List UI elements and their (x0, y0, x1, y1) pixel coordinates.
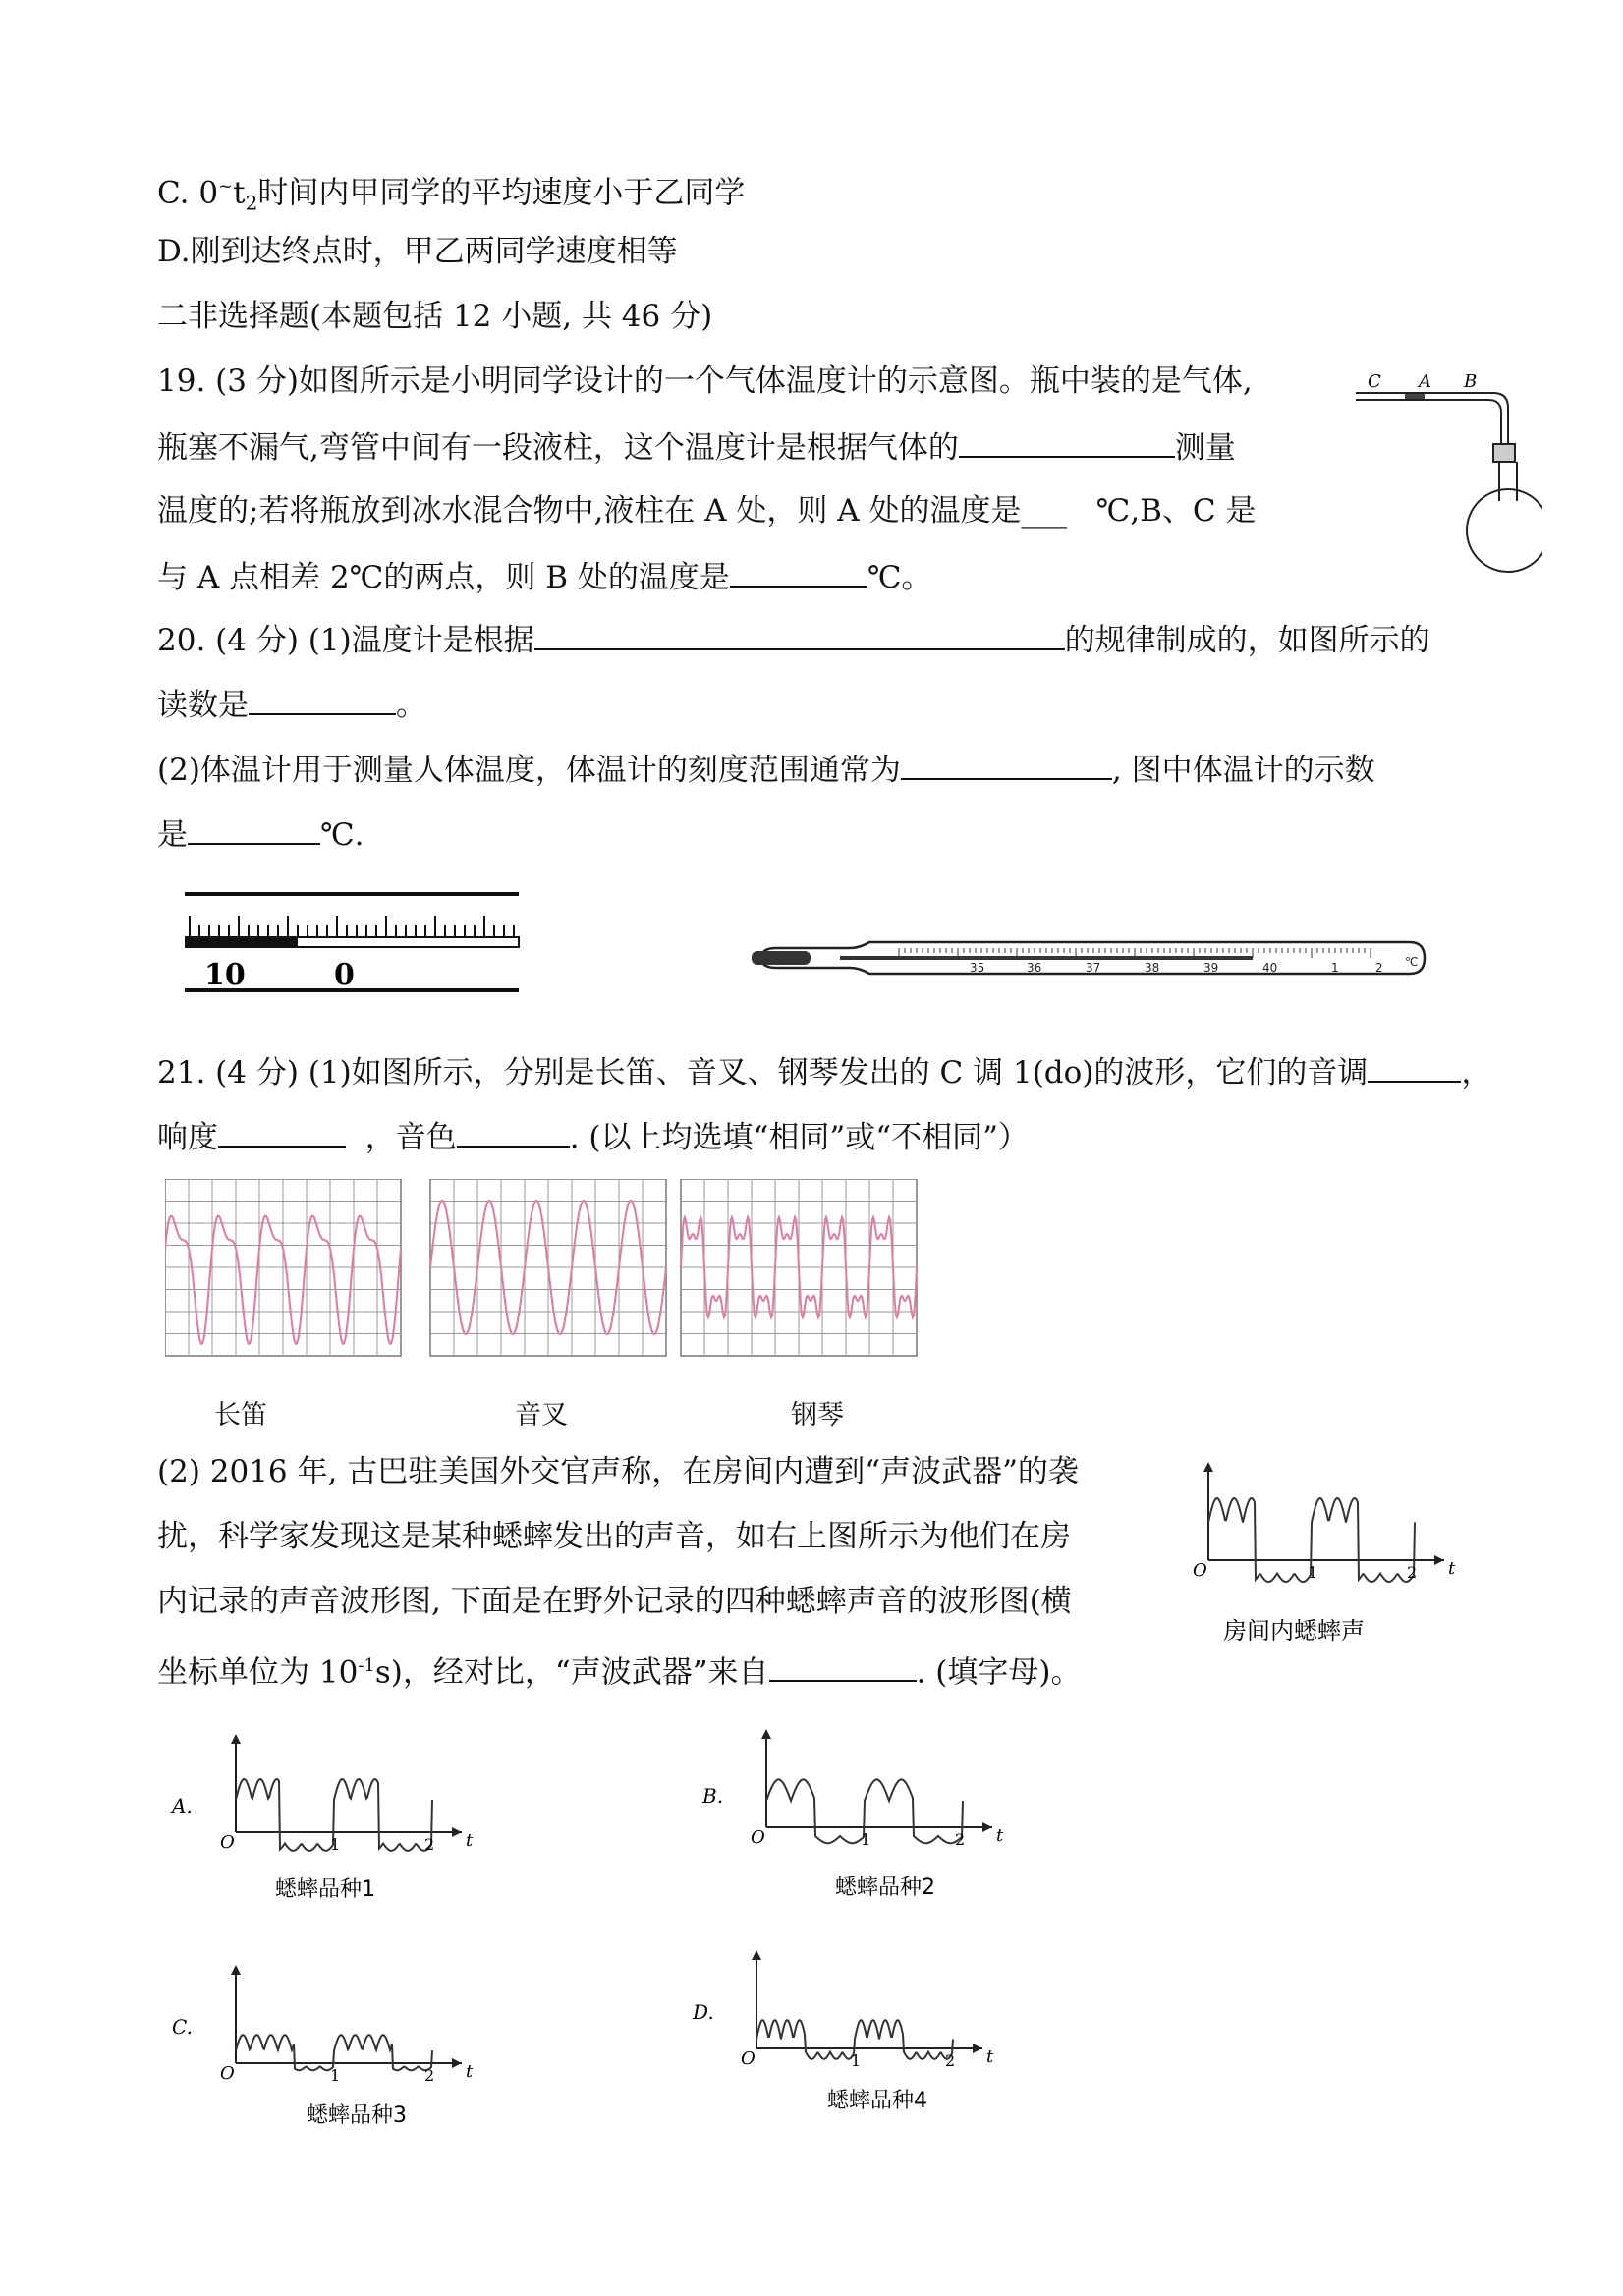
svg-text:℃: ℃ (1405, 955, 1419, 969)
svg-text:t: t (996, 1825, 1004, 1846)
q21-blank-2[interactable] (218, 1116, 346, 1148)
svg-text:t: t (466, 1830, 474, 1851)
q21-p2-line-2: 扰，科学家发现这是某种蟋蟀发出的声音，如右上图所示为他们在房 (157, 1519, 1071, 1554)
svg-text:蟋蟀品种1: 蟋蟀品种1 (275, 1877, 375, 1902)
q21-blank-1[interactable] (1368, 1051, 1461, 1083)
room-sound-figure (1169, 1452, 1464, 1649)
q19-line-3: 温度的;若将瓶放到冰水混合物中,液柱在 A 处，则 A 处的温度是___ ℃,B、C 是 (157, 493, 1257, 529)
label-c: C (1368, 371, 1381, 392)
svg-text:1: 1 (861, 1830, 871, 1849)
svg-text:蟋蟀品种2: 蟋蟀品种2 (835, 1876, 935, 1900)
svg-text:39: 39 (1203, 961, 1219, 975)
svg-text:蟋蟀品种3: 蟋蟀品种3 (307, 2103, 407, 2128)
svg-text:2: 2 (424, 2066, 435, 2085)
svg-text:36: 36 (1027, 961, 1042, 975)
q21-blank-4[interactable] (769, 1651, 917, 1682)
q19-blank-2[interactable]: ___ (1021, 493, 1067, 529)
svg-text:B.: B. (702, 1784, 724, 1808)
q21-p2-line-3: 内记录的声音波形图, 下面是在野外记录的四种蟋蟀声音的波形图(横 (157, 1584, 1072, 1619)
section-heading: 二非选择题(本题包括 12 小题, 共 46 分) (157, 299, 713, 334)
caption-piano: 钢琴 (791, 1400, 844, 1430)
svg-text:O: O (751, 1827, 765, 1848)
caption-flute: 长笛 (214, 1400, 267, 1430)
q19-line-4: 与 A 点相差 2℃的两点，则 B 处的温度是 ℃。 (157, 556, 932, 597)
svg-text:2: 2 (955, 1830, 966, 1849)
svg-text:t: t (1448, 1558, 1456, 1579)
svg-text:1: 1 (1331, 961, 1339, 975)
svg-text:t: t (986, 2046, 994, 2067)
svg-text:O: O (741, 2048, 756, 2069)
clinical-thermometer-figure (742, 928, 1429, 987)
q18-option-d: D.刚到达终点时，甲乙两同学速度相等 (157, 234, 678, 269)
cricket-option-c[interactable] (167, 1955, 521, 2152)
svg-text:35: 35 (970, 961, 985, 975)
svg-text:1: 1 (1308, 1563, 1318, 1582)
waveform-figures (165, 1179, 931, 1366)
q19-line-2: 瓶塞不漏气,弯管中间有一段液柱，这个温度计是根据气体的 测量 (157, 426, 1236, 468)
cricket-option-a[interactable] (167, 1719, 521, 1916)
label-b: B (1464, 371, 1478, 392)
svg-text:蟋蟀品种4: 蟋蟀品种4 (827, 2089, 927, 2113)
thermometer-scale-figure (185, 886, 529, 999)
svg-text:38: 38 (1145, 961, 1160, 975)
q20-blank-3[interactable] (901, 749, 1112, 780)
room-caption: 房间内蟋蟀声 (1223, 1617, 1365, 1645)
q19-blank-3[interactable] (730, 556, 867, 588)
gas-thermometer-figure (1346, 364, 1542, 580)
svg-text:O: O (220, 2063, 235, 2084)
q20-line-3: (2)体温计用于测量人体温度，体温计的刻度范围通常为 , 图中体温计的示数 (157, 749, 1375, 790)
q21-p2-line-4: 坐标单位为 $10^{-1}s$)，经对比，“声波武器”来自 . (填字母)。 (157, 1647, 1081, 1692)
q21-blank-3[interactable] (457, 1116, 570, 1148)
caption-tuning-fork: 音叉 (515, 1400, 568, 1430)
q19-line-1: 19. (3 分)如图所示是小明同学设计的一个气体温度计的示意图。瓶中装的是气体, (157, 364, 1253, 399)
q20-blank-2[interactable] (249, 684, 396, 715)
q20-line-2: 读数是 。 (157, 684, 426, 725)
svg-text:O: O (1193, 1560, 1207, 1581)
q21-line-1: 21. (4 分) (1)如图所示，分别是长笛、音叉、钢琴发出的 C 调 1(do)的波形，它们的音调 ， (157, 1051, 1491, 1092)
svg-text:2: 2 (424, 1835, 435, 1854)
label-a: A (1419, 371, 1431, 392)
svg-text:2: 2 (1407, 1563, 1418, 1582)
svg-text:1: 1 (330, 2066, 341, 2085)
scale-label-0: 0 (334, 958, 355, 992)
svg-text:37: 37 (1086, 961, 1101, 975)
svg-text:O: O (220, 1832, 235, 1853)
svg-text:1: 1 (851, 2051, 862, 2070)
q21-line-2: 响度 ，音色 . (以上均选填“相同”或“不相同”） (157, 1116, 1029, 1157)
q20-line-1: 20. (4 分) (1)温度计是根据 的规律制成的，如图所示的 (157, 619, 1430, 660)
q20-line-4: 是 ℃. (157, 813, 364, 855)
svg-text:40: 40 (1262, 961, 1278, 975)
q20-blank-4[interactable] (188, 813, 320, 845)
svg-text:t: t (466, 2061, 474, 2082)
svg-text:C.: C. (172, 2015, 193, 2039)
cricket-option-d[interactable] (688, 1940, 1041, 2137)
svg-text:2: 2 (945, 2051, 956, 2070)
q20-blank-1[interactable] (534, 619, 1065, 650)
q19-blank-1[interactable] (959, 426, 1175, 458)
q21-p2-line-1: (2) 2016 年, 古巴驻美国外交官声称，在房间内遭到“声波武器”的袭 (157, 1454, 1079, 1489)
svg-text:1: 1 (330, 1835, 341, 1854)
svg-text:D.: D. (693, 2000, 714, 2024)
q18-option-c: C. $0^\sim t_2$时间内甲同学的平均速度小于乙同学 (157, 175, 746, 215)
scale-label-10: 10 (204, 958, 246, 992)
svg-text:A.: A. (172, 1794, 193, 1818)
svg-text:2: 2 (1375, 961, 1383, 975)
cricket-option-b[interactable] (698, 1719, 1051, 1916)
